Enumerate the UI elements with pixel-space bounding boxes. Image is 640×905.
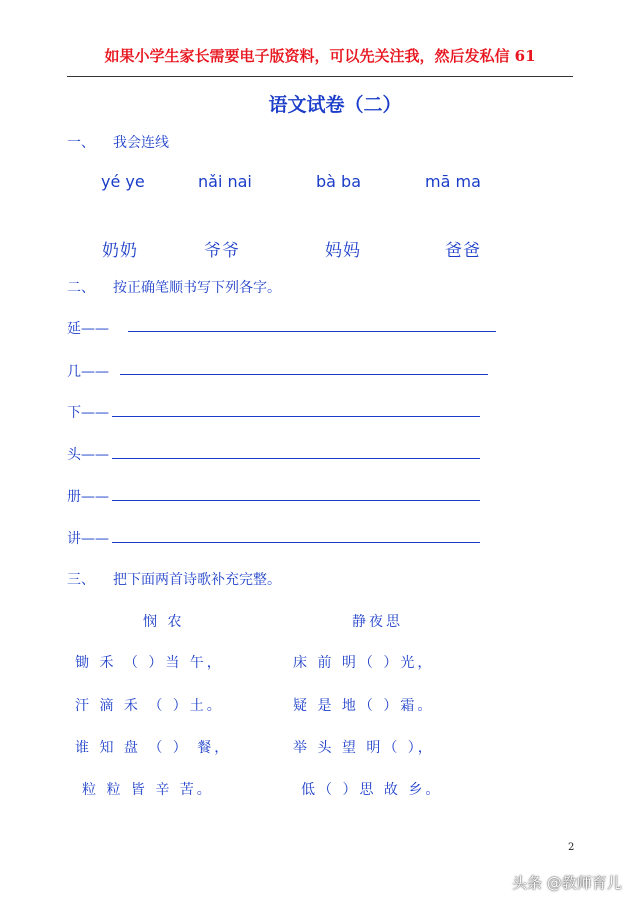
poem-left-title: 悯 农 [143,614,185,630]
section-3-heading [67,569,281,589]
poem-right-line-1: 床 前 明（ ）光， [293,655,435,671]
page-number: 2 [568,842,575,853]
section-1-heading [67,132,169,152]
writing-row-dash: —— [81,447,109,463]
poem-right-line-3: 举 头 望 明（ ）， [293,740,435,756]
page-title: 语文试卷（二） [268,94,402,116]
section-3-text: 把下面两首诗歌补充完整。 [113,572,281,588]
writing-row-dash: —— [81,364,109,380]
writing-row-char: 延 [67,321,81,337]
writing-line-5[interactable] [112,500,480,501]
writing-row-2 [67,361,109,381]
poem-left-line-1: 锄 禾 （ ）当 午， [75,655,224,671]
section-1-number: 一、 [67,135,95,151]
poem-right-line-2: 疑 是 地（ ）霜。 [293,698,435,714]
section-1-text: 我会连线 [113,135,169,151]
section-2-heading [67,277,281,297]
writing-row-3 [67,402,109,422]
writing-line-1[interactable] [128,331,496,332]
poem-left-line-4: 粒 粒 皆 辛 苦。 [82,782,214,798]
poem-right-line-4: 低（ ）思 故 乡。 [301,782,443,798]
hanzi-4: 爸爸 [445,241,481,261]
writing-row-dash: —— [81,489,109,505]
writing-line-6[interactable] [112,542,480,543]
section-2-text: 按正确笔顺书写下列各字。 [113,280,281,296]
writing-line-2[interactable] [120,374,488,375]
pinyin-4: mā ma [425,172,481,191]
pinyin-1: yé ye [101,172,145,191]
writing-line-3[interactable] [112,416,480,417]
section-2-number: 二、 [67,280,95,296]
promo-header: 如果小学生家长需要电子版资料，可以先关注我，然后发私信 61 [104,47,536,65]
hanzi-3: 妈妈 [325,241,361,261]
watermark: 头条 @教师育儿 [512,874,622,892]
writing-row-char: 册 [67,489,81,505]
writing-row-4 [67,444,109,464]
poem-left-line-3: 谁 知 盘 （ ） 餐， [75,740,232,756]
writing-row-dash: —— [81,531,109,547]
writing-row-char: 头 [67,447,81,463]
poem-right-title: 静夜思 [352,614,403,630]
pinyin-3: bà ba [316,172,362,191]
hanzi-1: 奶奶 [102,241,138,261]
writing-row-dash: —— [81,405,109,421]
section-3-number: 三、 [67,572,95,588]
pinyin-2: nǎi nai [198,172,252,191]
poem-left-line-2: 汗 滴 禾 （ ）土。 [75,698,224,714]
writing-row-dash: —— [81,321,109,337]
writing-row-char: 讲 [67,531,81,547]
writing-line-4[interactable] [112,458,480,459]
hanzi-2: 爷爷 [204,241,240,261]
writing-row-5 [67,486,109,506]
header-divider [67,76,573,77]
writing-row-1 [67,318,109,338]
writing-row-char: 几 [67,364,81,380]
writing-row-6 [67,528,109,548]
writing-row-char: 下 [67,405,81,421]
